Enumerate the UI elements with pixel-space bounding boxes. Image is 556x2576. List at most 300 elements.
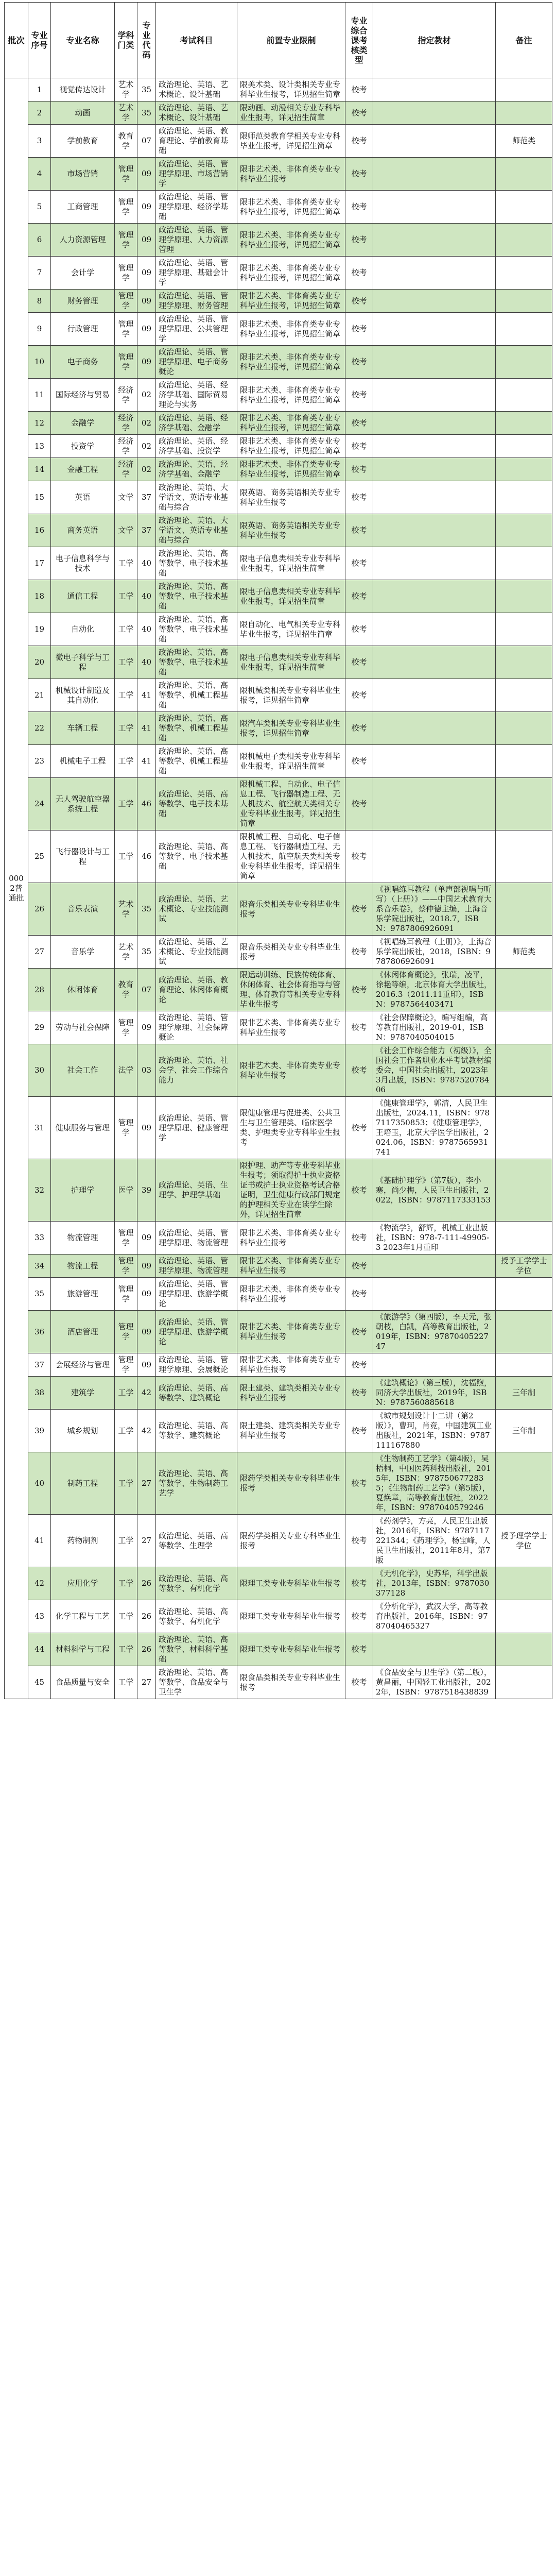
prerequisite-restriction: 限英语、商务英语相关专业专科毕业生报考 [237,514,345,547]
major-name: 机械电子工程 [51,745,115,778]
assessment-type: 校考 [345,1097,373,1159]
major-code: 35 [137,78,156,101]
discipline-category: 教育学 [115,969,137,1011]
major-code: 40 [137,613,156,646]
assessment-type: 校考 [345,646,373,679]
designated-textbook [373,379,496,412]
discipline-category: 工学 [115,745,137,778]
discipline-category: 管理学 [115,1097,137,1159]
major-name: 护理学 [51,1159,115,1222]
designated-textbook: 《生物制药工艺学》（第4版），吴梧桐，中国医药科技出版社，2015年，ISBN：9787506772835；《生物制药工艺学》（第5版），夏焕章，高等教育出版社，2022年，ISBN：9787040579246 [373,1452,496,1515]
exam-subjects: 政治理论、英语、高等数学、电子技术基础 [156,778,237,831]
major-code: 09 [137,158,156,191]
major-code: 09 [137,1311,156,1353]
row-number: 27 [28,936,51,969]
row-number: 3 [28,125,51,158]
assessment-type: 校考 [345,580,373,613]
major-code: 27 [137,1666,156,1699]
discipline-category: 管理学 [115,313,137,346]
major-code: 03 [137,1044,156,1097]
exam-subjects: 政治理论、英语、管理学原理、基础会计学 [156,257,237,290]
discipline-category: 工学 [115,1600,137,1633]
remark [496,290,552,313]
major-code: 09 [137,1278,156,1311]
major-code: 09 [137,290,156,313]
major-code: 41 [137,679,156,712]
table-row [5,481,552,514]
prerequisite-restriction: 限食品类相关专业专科毕业生报考 [237,1666,345,1699]
discipline-category: 工学 [115,1452,137,1515]
exam-subjects: 政治理论、英语、高等数学、电子技术基础 [156,547,237,580]
table-row [5,290,552,313]
major-name: 食品质量与安全 [51,1666,115,1699]
major-name: 财务管理 [51,290,115,313]
prerequisite-restriction: 限非艺术类、非体育类专业专科毕业生报考，详见招生简章 [237,412,345,435]
designated-textbook [373,412,496,435]
remark [496,191,552,224]
major-name: 会计学 [51,257,115,290]
row-number: 2 [28,101,51,125]
major-code: 40 [137,646,156,679]
prerequisite-restriction: 限非艺术类、非体育类专业专科毕业生报考，详见招生简章 [237,224,345,257]
table-row [5,883,552,936]
major-code: 09 [137,1011,156,1044]
exam-subjects: 政治理论、英语、高等数学、机械工程基础 [156,712,237,745]
discipline-category: 经济学 [115,379,137,412]
prerequisite-restriction: 限非艺术类、非体育类专业专科毕业生报考，详见招生简章 [237,191,345,224]
row-number: 13 [28,435,51,458]
table-row [5,613,552,646]
major-code: 09 [137,1255,156,1278]
major-name: 制药工程 [51,1452,115,1515]
discipline-category: 经济学 [115,435,137,458]
exam-subjects: 政治理论、英语、高等数学、有机化学 [156,1567,237,1600]
exam-subjects: 政治理论、英语、高等数学、机械工程基础 [156,679,237,712]
row-number: 23 [28,745,51,778]
prerequisite-restriction: 限师范类教育学相关专业专科毕业生报考，详见招生简章 [237,125,345,158]
assessment-type: 校考 [345,936,373,969]
admission-table [4,2,552,1699]
row-number: 11 [28,379,51,412]
row-number: 6 [28,224,51,257]
assessment-type: 校考 [345,435,373,458]
major-name: 车辆工程 [51,712,115,745]
major-name: 应用化学 [51,1567,115,1600]
prerequisite-restriction: 限理工类专业专科毕业生报考 [237,1600,345,1633]
major-name: 健康服务与管理 [51,1097,115,1159]
prerequisite-restriction: 限美术类、设计类相关专业专科毕业生报考，详见招生简章 [237,78,345,101]
designated-textbook [373,712,496,745]
exam-subjects: 政治理论、英语、教育理论、休闲体育概论 [156,969,237,1011]
assessment-type: 校考 [345,224,373,257]
designated-textbook: 《旅游学》（第四版），李天元，张朝枝，白凯，高等教育出版社，2019年，ISBN：9787040522747 [373,1311,496,1353]
discipline-category: 经济学 [115,458,137,481]
discipline-category: 工学 [115,646,137,679]
row-number: 12 [28,412,51,435]
designated-textbook [373,435,496,458]
table-row [5,1515,552,1567]
row-number: 29 [28,1011,51,1044]
remark [496,224,552,257]
exam-subjects: 政治理论、英语、高等数学、机械工程基础 [156,745,237,778]
row-number: 8 [28,290,51,313]
remark [496,547,552,580]
prerequisite-restriction: 限非艺术类、非体育类专业专科毕业生报考 [237,1222,345,1255]
exam-subjects: 政治理论、英语、大学语文、英语专业基础与综合 [156,481,237,514]
major-name: 金融工程 [51,458,115,481]
major-name: 人力资源管理 [51,224,115,257]
major-name: 会展经济与管理 [51,1353,115,1377]
assessment-type: 校考 [345,1311,373,1353]
major-code: 27 [137,1452,156,1515]
assessment-type: 校考 [345,1353,373,1377]
table-row [5,313,552,346]
discipline-category: 管理学 [115,257,137,290]
assessment-type: 校考 [345,831,373,883]
assessment-type: 校考 [345,613,373,646]
exam-subjects: 政治理论、英语、管理学原理、经济学基础 [156,191,237,224]
remark: 三年制 [496,1410,552,1452]
remark [496,580,552,613]
discipline-category: 管理学 [115,1011,137,1044]
table-row [5,257,552,290]
major-code: 07 [137,969,156,1011]
prerequisite-restriction: 限机械工程、自动化、电子信息工程、飞行器制造工程、无人机技术、航空航天类相关专业专科毕业生报考，详见招生简章 [237,778,345,831]
prerequisite-restriction: 限音乐类相关专业专科毕业生报考 [237,883,345,936]
prerequisite-restriction: 限非艺术类、非体育类专业专科毕业生报考，详见招生简章 [237,313,345,346]
assessment-type: 校考 [345,1452,373,1515]
prerequisite-restriction: 限健康管理与促进类、公共卫生与卫生管理类、临床医学类、护理类专业专科毕业生报考 [237,1097,345,1159]
assessment-type: 校考 [345,1222,373,1255]
table-row [5,580,552,613]
remark [496,1633,552,1666]
exam-subjects: 政治理论、英语、管理学原理、人力资源管理 [156,224,237,257]
assessment-type: 校考 [345,1011,373,1044]
major-name: 动画 [51,101,115,125]
designated-textbook [373,346,496,379]
table-row [5,158,552,191]
prerequisite-restriction: 限非艺术类、非体育类专业专科毕业生报考 [237,158,345,191]
discipline-category: 工学 [115,613,137,646]
exam-subjects: 政治理论、英语、艺术概论、设计基础 [156,101,237,125]
major-code: 37 [137,514,156,547]
discipline-category: 管理学 [115,1278,137,1311]
designated-textbook [373,745,496,778]
prerequisite-restriction: 限非艺术类、非体育类专业专科毕业生报考 [237,1255,345,1278]
row-number: 19 [28,613,51,646]
exam-subjects: 政治理论、英语、经济学基础、金融学 [156,412,237,435]
exam-subjects: 政治理论、英语、管理学原理、公共管理学 [156,313,237,346]
table-row [5,1278,552,1311]
designated-textbook: 《物流学》，舒辉，机械工业出版社，ISBN：978-7-111-49905-3 2023年1月重印 [373,1222,496,1255]
remark [496,101,552,125]
remark [496,745,552,778]
exam-subjects: 政治理论、英语、艺术概论、专业技能测试 [156,936,237,969]
table-row [5,435,552,458]
major-code: 27 [137,1515,156,1567]
major-code: 26 [137,1600,156,1633]
prerequisite-restriction: 限电子信息类相关专业专科毕业生报考，详见招生简章 [237,646,345,679]
exam-subjects: 政治理论、英语、经济学基础、投资学 [156,435,237,458]
major-code: 26 [137,1567,156,1600]
exam-subjects: 政治理论、英语、管理学原理、健康管理学 [156,1097,237,1159]
assessment-type: 校考 [345,379,373,412]
table-row [5,1097,552,1159]
remark: 三年制 [496,1377,552,1410]
assessment-type: 校考 [345,78,373,101]
table-body [5,78,552,1699]
major-name: 金融学 [51,412,115,435]
table-row [5,224,552,257]
remark [496,969,552,1011]
prerequisite-restriction: 限英语、商务英语相关专业专科毕业生报考 [237,481,345,514]
major-name: 城乡规划 [51,1410,115,1452]
exam-subjects: 政治理论、英语、教育理论、学前教育基础 [156,125,237,158]
table-row [5,1353,552,1377]
major-code: 42 [137,1410,156,1452]
exam-subjects: 政治理论、英语、管理学原理、市场营销学 [156,158,237,191]
major-name: 音乐学 [51,936,115,969]
prerequisite-restriction: 限非艺术类、非体育类专业专科毕业生报考，详见招生简章 [237,458,345,481]
major-name: 通信工程 [51,580,115,613]
assessment-type: 校考 [345,778,373,831]
table-row [5,1044,552,1097]
remark [496,257,552,290]
prerequisite-restriction: 限理工类专业专科毕业生报考 [237,1633,345,1666]
major-name: 社会工作 [51,1044,115,1097]
discipline-category: 经济学 [115,412,137,435]
discipline-category: 工学 [115,1666,137,1699]
remark [496,1044,552,1097]
remark [496,1452,552,1515]
row-number: 32 [28,1159,51,1222]
remark: 师范类 [496,125,552,158]
designated-textbook [373,290,496,313]
row-number: 21 [28,679,51,712]
major-name: 物流管理 [51,1222,115,1255]
major-code: 40 [137,580,156,613]
table-row [5,78,552,101]
row-number: 4 [28,158,51,191]
assessment-type: 校考 [345,346,373,379]
exam-subjects: 政治理论、英语、管理学原理、旅游学概论 [156,1311,237,1353]
major-code: 09 [137,191,156,224]
discipline-category: 管理学 [115,290,137,313]
row-number: 5 [28,191,51,224]
header-code: 专业代码 [137,3,156,78]
remark [496,1278,552,1311]
row-number: 34 [28,1255,51,1278]
row-number: 44 [28,1633,51,1666]
major-name: 市场营销 [51,158,115,191]
prerequisite-restriction: 限电子信息类相关专业专科毕业生报考，详见招生简章 [237,580,345,613]
table-row [5,346,552,379]
table-row [5,1222,552,1255]
major-name: 旅游管理 [51,1278,115,1311]
assessment-type: 校考 [345,1044,373,1097]
remark: 师范类 [496,936,552,969]
major-name: 无人驾驶航空器系统工程 [51,778,115,831]
designated-textbook [373,191,496,224]
remark [496,1567,552,1600]
row-number: 20 [28,646,51,679]
row-number: 35 [28,1278,51,1311]
header-assess: 专业综合课考核类型 [345,3,373,78]
row-number: 26 [28,883,51,936]
assessment-type: 校考 [345,1600,373,1633]
designated-textbook [373,1278,496,1311]
major-name: 酒店管理 [51,1311,115,1353]
remark: 授予理学学士学位 [496,1515,552,1567]
discipline-category: 工学 [115,580,137,613]
designated-textbook [373,778,496,831]
prerequisite-restriction: 限电子信息类相关专业专科毕业生报考，详见招生简章 [237,547,345,580]
exam-subjects: 政治理论、英语、管理学原理、物流管理 [156,1255,237,1278]
major-code: 09 [137,1222,156,1255]
discipline-category: 管理学 [115,1255,137,1278]
exam-subjects: 政治理论、英语、高等数学、有机化学 [156,1600,237,1633]
table-row [5,1452,552,1515]
major-name: 飞行器设计与工程 [51,831,115,883]
remark [496,458,552,481]
designated-textbook: 《社会工作综合能力（初级）》，全国社会工作者职业水平考试教材编委会，中国社会出版社，2023年3月出版，ISBN：978752078406 [373,1044,496,1097]
prerequisite-restriction: 限非艺术类、非体育类专业专科毕业生报考 [237,1044,345,1097]
major-code: 35 [137,883,156,936]
major-name: 休闲体育 [51,969,115,1011]
remark [496,883,552,936]
table-row [5,831,552,883]
major-name: 音乐表演 [51,883,115,936]
assessment-type: 校考 [345,712,373,745]
assessment-type: 校考 [345,745,373,778]
prerequisite-restriction: 限非艺术类、非体育类专业专科毕业生报考，详见招生简章 [237,379,345,412]
assessment-type: 校考 [345,1377,373,1410]
discipline-category: 文学 [115,514,137,547]
header-batch: 批次 [5,3,28,78]
remark [496,1011,552,1044]
exam-subjects: 政治理论、英语、生理学、护理学基础 [156,1159,237,1222]
discipline-category: 管理学 [115,191,137,224]
header-prereq: 前置专业限制 [237,3,345,78]
batch-label: 0002普通批 [5,78,28,1699]
prerequisite-restriction: 限土建类、建筑类相关专业专科毕业生报考 [237,1410,345,1452]
designated-textbook [373,224,496,257]
designated-textbook: 《社会保障概论》，编写组编，高等教育出版社，2019-01，ISBN：9787040504015 [373,1011,496,1044]
remark [496,1222,552,1255]
assessment-type: 校考 [345,290,373,313]
major-code: 09 [137,224,156,257]
exam-subjects: 政治理论、英语、高等数学、生物制药工艺学 [156,1452,237,1515]
designated-textbook: 《建筑概论》（第三版），沈福煦，同济大学出版社，2019年，ISBN：9787560885618 [373,1377,496,1410]
exam-subjects: 政治理论、英语、高等数学、电子技术基础 [156,613,237,646]
assessment-type: 校考 [345,1159,373,1222]
row-number: 38 [28,1377,51,1410]
row-number: 37 [28,1353,51,1377]
exam-subjects: 政治理论、英语、管理学原理、社会保障概论 [156,1011,237,1044]
row-number: 22 [28,712,51,745]
major-code: 09 [137,313,156,346]
major-name: 工商管理 [51,191,115,224]
assessment-type: 校考 [345,547,373,580]
exam-subjects: 政治理论、英语、管理学原理、电子商务概论 [156,346,237,379]
major-name: 英语 [51,481,115,514]
major-code: 09 [137,257,156,290]
discipline-category: 工学 [115,1567,137,1600]
major-code: 40 [137,547,156,580]
remark [496,1097,552,1159]
designated-textbook [373,125,496,158]
major-name: 微电子科学与工程 [51,646,115,679]
table-row [5,1410,552,1452]
table-row [5,1255,552,1278]
major-name: 药物制剂 [51,1515,115,1567]
exam-subjects: 政治理论、英语、高等数学、材料科学基础 [156,1633,237,1666]
row-number: 31 [28,1097,51,1159]
designated-textbook: 《健康管理学》，郭清，人民卫生出版社，2024.11，ISBN：9787117350853；《健康管理学》，王培玉，北京大学医学出版社，2024.06，ISBN：9787565931741 [373,1097,496,1159]
prerequisite-restriction: 限非艺术类、非体育类专业专科毕业生报考，详见招生简章 [237,257,345,290]
designated-textbook [373,679,496,712]
table-row [5,745,552,778]
designated-textbook [373,646,496,679]
table-row [5,1600,552,1633]
row-number: 17 [28,547,51,580]
designated-textbook [373,101,496,125]
header-note: 备注 [496,3,552,78]
table-row [5,412,552,435]
major-name: 劳动与社会保障 [51,1011,115,1044]
exam-subjects: 政治理论、英语、经济学基础、金融学 [156,458,237,481]
remark [496,78,552,101]
prerequisite-restriction: 限非艺术类、非体育类专业专科毕业生报考，详见招生简章 [237,290,345,313]
major-name: 材料科学与工程 [51,1633,115,1666]
designated-textbook: 《休闲体育概论》，张瑞，凌平，徐艳等编，北京体育大学出版社，2016.3（2011.11重印），ISBN：9787564403471 [373,969,496,1011]
table-row [5,1311,552,1353]
row-number: 41 [28,1515,51,1567]
discipline-category: 管理学 [115,224,137,257]
assessment-type: 校考 [345,158,373,191]
designated-textbook: 《城市规划设计十二讲（第2版）》，曹珂，肖竞，中国建筑工业出版社，2021年，ISBN：9787111167880 [373,1410,496,1452]
assessment-type: 校考 [345,125,373,158]
table-row [5,379,552,412]
designated-textbook [373,78,496,101]
assessment-type: 校考 [345,969,373,1011]
major-code: 02 [137,458,156,481]
row-number: 42 [28,1567,51,1600]
designated-textbook: 《无机化学》，史苏华，科学出版社，2013年，ISBN：9787030377128 [373,1567,496,1600]
designated-textbook [373,313,496,346]
exam-subjects: 政治理论、英语、高等数学、电子技术基础 [156,831,237,883]
table-row [5,1666,552,1699]
designated-textbook [373,1353,496,1377]
discipline-category: 教育学 [115,125,137,158]
major-name: 机械设计制造及其自动化 [51,679,115,712]
prerequisite-restriction: 限非艺术类、非体育类专业专科毕业生报考 [237,1011,345,1044]
header-textbook: 指定教材 [373,3,496,78]
remark [496,1159,552,1222]
row-number: 39 [28,1410,51,1452]
major-code: 42 [137,1377,156,1410]
row-number: 43 [28,1600,51,1633]
table-row [5,1159,552,1222]
remark: 授予工学学士学位 [496,1255,552,1278]
row-number: 18 [28,580,51,613]
designated-textbook [373,547,496,580]
remark [496,412,552,435]
row-number: 36 [28,1311,51,1353]
table-row [5,101,552,125]
remark [496,1311,552,1353]
exam-subjects: 政治理论、英语、艺术概论、专业技能测试 [156,883,237,936]
